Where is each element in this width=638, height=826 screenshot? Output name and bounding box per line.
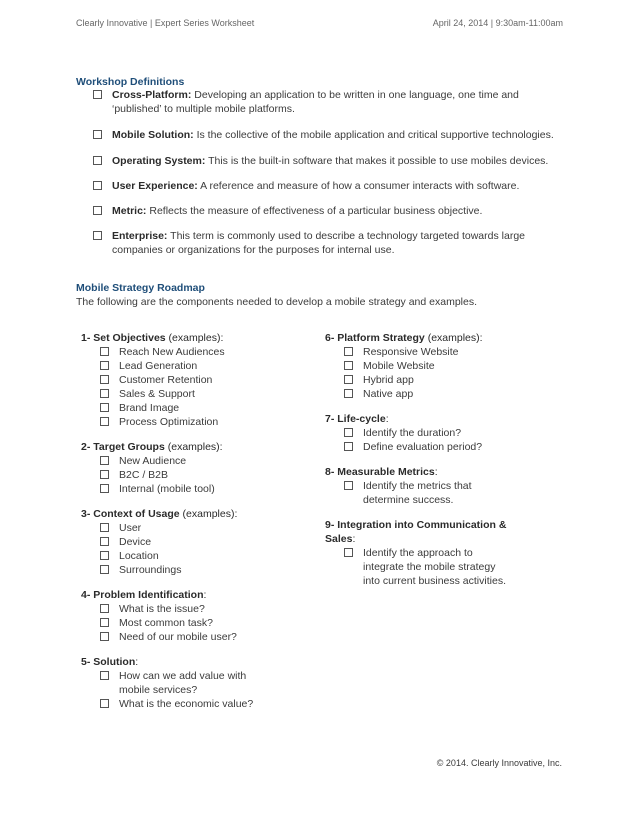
roadmap-group <box>81 655 281 711</box>
definition-item <box>93 204 565 218</box>
list-item-text: Define evaluation period? <box>363 441 483 453</box>
checkbox-icon <box>100 537 109 546</box>
header-left: Clearly Innovative | Expert Series Worksheet <box>76 18 255 28</box>
checkbox-icon <box>100 523 109 532</box>
definition-term: Enterprise: <box>112 230 168 242</box>
checkbox-icon <box>93 130 102 139</box>
checkbox-icon <box>100 389 109 398</box>
roadmap-intro: The following are the components needed to develop a mobile strategy and examples. <box>76 296 477 308</box>
definition-text: Cross-Platform: Developing an application to be written in one language, one time and ‘published’ to multiple mobile platforms. <box>112 89 519 115</box>
checkbox-icon <box>100 417 109 426</box>
list-item <box>81 373 281 387</box>
list-item <box>81 669 281 697</box>
list-item <box>325 359 525 373</box>
checkbox-icon <box>100 618 109 627</box>
roadmap-group-heading: 2- Target Groups (examples): <box>81 441 223 453</box>
list-item-text: Lead Generation <box>119 360 198 372</box>
checkbox-icon <box>344 361 353 370</box>
roadmap-group-title: 1- Set Objectives <box>81 332 166 344</box>
checkbox-icon <box>93 231 102 240</box>
list-item <box>81 401 281 415</box>
definition-item <box>93 88 565 116</box>
page-header <box>76 18 563 28</box>
checkbox-icon <box>100 699 109 708</box>
definition-term: Mobile Solution: <box>112 129 194 141</box>
list-item <box>81 454 281 468</box>
list-item <box>81 602 281 616</box>
definition-term: Metric: <box>112 205 147 217</box>
definition-term: User Experience: <box>112 180 198 192</box>
checkbox-icon <box>100 484 109 493</box>
roadmap-group-title: 8- Measurable Metrics <box>325 466 435 478</box>
checkbox-icon <box>344 442 353 451</box>
list-item-text: Process Optimization <box>119 416 219 428</box>
page-footer: © 2014. Clearly Innovative, Inc. <box>436 758 562 768</box>
definition-text: Enterprise: This term is commonly used to describe a technology targeted towards large companies or organizations for the purposes for internal use. <box>112 230 526 256</box>
roadmap-group-title: 9- Integration into Communication & Sales <box>325 519 507 545</box>
roadmap-group-title: 6- Platform Strategy <box>325 332 425 344</box>
list-item-text: New Audience <box>119 455 187 467</box>
checkbox-icon <box>344 481 353 490</box>
roadmap-group-title: 5- Solution <box>81 656 136 668</box>
list-item <box>81 521 281 535</box>
roadmap-group-heading: 1- Set Objectives (examples): <box>81 332 224 344</box>
list-item <box>81 535 281 549</box>
definition-term: Operating System: <box>112 155 206 167</box>
checkbox-icon <box>100 456 109 465</box>
definition-text: User Experience: A reference and measure of how a consumer interacts with software. <box>112 180 520 192</box>
definition-text: Operating System: This is the built-in software that makes it possible to use mobiles devices. <box>112 155 549 167</box>
checkbox-icon <box>100 632 109 641</box>
checkbox-icon <box>100 375 109 384</box>
list-item-text: Need of our mobile user? <box>119 631 237 643</box>
definition-text: Metric: Reflects the measure of effectiveness of a particular business objective. <box>112 205 483 217</box>
checkbox-icon <box>100 347 109 356</box>
roadmap-title: Mobile Strategy Roadmap <box>76 282 205 294</box>
list-item-text: Hybrid app <box>363 374 414 386</box>
list-item-text: Customer Retention <box>119 374 213 386</box>
list-item <box>81 359 281 373</box>
list-item-text: Identify the duration? <box>363 427 462 439</box>
definitions-title: Workshop Definitions <box>76 76 185 88</box>
checkbox-icon <box>344 548 353 557</box>
list-item <box>81 482 281 496</box>
list-item <box>81 616 281 630</box>
roadmap-group <box>81 440 281 496</box>
list-item-text: Responsive Website <box>363 346 459 358</box>
definition-item <box>93 229 565 257</box>
list-item-text: Identify the metrics that determine success. <box>363 480 472 506</box>
list-item-text: What is the economic value? <box>119 698 254 710</box>
roadmap-group-title: 3- Context of Usage <box>81 508 180 520</box>
list-item-text: What is the issue? <box>119 603 205 615</box>
roadmap-group-heading: 3- Context of Usage (examples): <box>81 508 238 520</box>
list-item <box>81 387 281 401</box>
roadmap-group <box>325 518 525 588</box>
list-item-text: Device <box>119 536 152 548</box>
checkbox-icon <box>344 375 353 384</box>
list-item-text: Surroundings <box>119 564 182 576</box>
checkbox-icon <box>100 565 109 574</box>
list-item-text: B2C / B2B <box>119 469 169 481</box>
header-right: April 24, 2014 | 9:30am-11:00am <box>432 18 563 28</box>
roadmap-group-heading: 8- Measurable Metrics: <box>325 466 438 478</box>
list-item <box>325 387 525 401</box>
roadmap-left-column <box>81 331 281 722</box>
list-item <box>325 479 525 507</box>
roadmap-group <box>325 331 525 401</box>
list-item <box>325 546 525 588</box>
list-item-text: Native app <box>363 388 414 400</box>
checkbox-icon <box>100 551 109 560</box>
checkbox-icon <box>100 604 109 613</box>
definition-item <box>93 179 565 193</box>
list-item <box>81 563 281 577</box>
roadmap-group-heading: 4- Problem Identification: <box>81 589 207 601</box>
roadmap-group-heading: 5- Solution: <box>81 656 139 668</box>
checkbox-icon <box>344 347 353 356</box>
roadmap-group-heading: 6- Platform Strategy (examples): <box>325 332 483 344</box>
roadmap-group <box>81 588 281 644</box>
list-item <box>325 373 525 387</box>
roadmap-right-column <box>325 331 525 599</box>
roadmap-group-heading: 9- Integration into Communication & Sales: <box>325 519 507 545</box>
roadmap-group-title: 7- Life-cycle <box>325 413 386 425</box>
list-item <box>81 468 281 482</box>
list-item-text: User <box>119 522 142 534</box>
roadmap-group-title: 2- Target Groups <box>81 441 165 453</box>
list-item-text: Mobile Website <box>363 360 435 372</box>
checkbox-icon <box>93 90 102 99</box>
roadmap-group <box>81 507 281 577</box>
list-item-text: Brand Image <box>119 402 180 414</box>
checkbox-icon <box>344 389 353 398</box>
checkbox-icon <box>100 470 109 479</box>
list-item-text: Identify the approach to integrate the mobile strategy into current business activities. <box>363 547 506 587</box>
roadmap-group <box>325 412 525 454</box>
list-item-text: How can we add value with mobile services? <box>119 670 247 696</box>
definition-text: Mobile Solution: Is the collective of the mobile application and critical supportive technologies. <box>112 129 554 141</box>
list-item <box>81 697 281 711</box>
checkbox-icon <box>100 361 109 370</box>
list-item-text: Most common task? <box>119 617 213 629</box>
definition-item <box>93 128 565 142</box>
roadmap-group <box>325 465 525 507</box>
roadmap-group-heading: 7- Life-cycle: <box>325 413 389 425</box>
list-item-text: Reach New Audiences <box>119 346 225 358</box>
roadmap-group-title: 4- Problem Identification <box>81 589 204 601</box>
checkbox-icon <box>344 428 353 437</box>
list-item <box>81 345 281 359</box>
checkbox-icon <box>93 206 102 215</box>
roadmap-group <box>81 331 281 429</box>
checkbox-icon <box>93 181 102 190</box>
list-item-text: Sales & Support <box>119 388 195 400</box>
checkbox-icon <box>100 671 109 680</box>
checkbox-icon <box>100 403 109 412</box>
list-item <box>81 630 281 644</box>
list-item <box>325 345 525 359</box>
checkbox-icon <box>93 156 102 165</box>
list-item <box>81 549 281 563</box>
list-item-text: Location <box>119 550 159 562</box>
list-item <box>325 426 525 440</box>
definition-item <box>93 154 565 168</box>
definition-term: Cross-Platform: <box>112 89 192 101</box>
list-item-text: Internal (mobile tool) <box>119 483 215 495</box>
list-item <box>325 440 525 454</box>
list-item <box>81 415 281 429</box>
